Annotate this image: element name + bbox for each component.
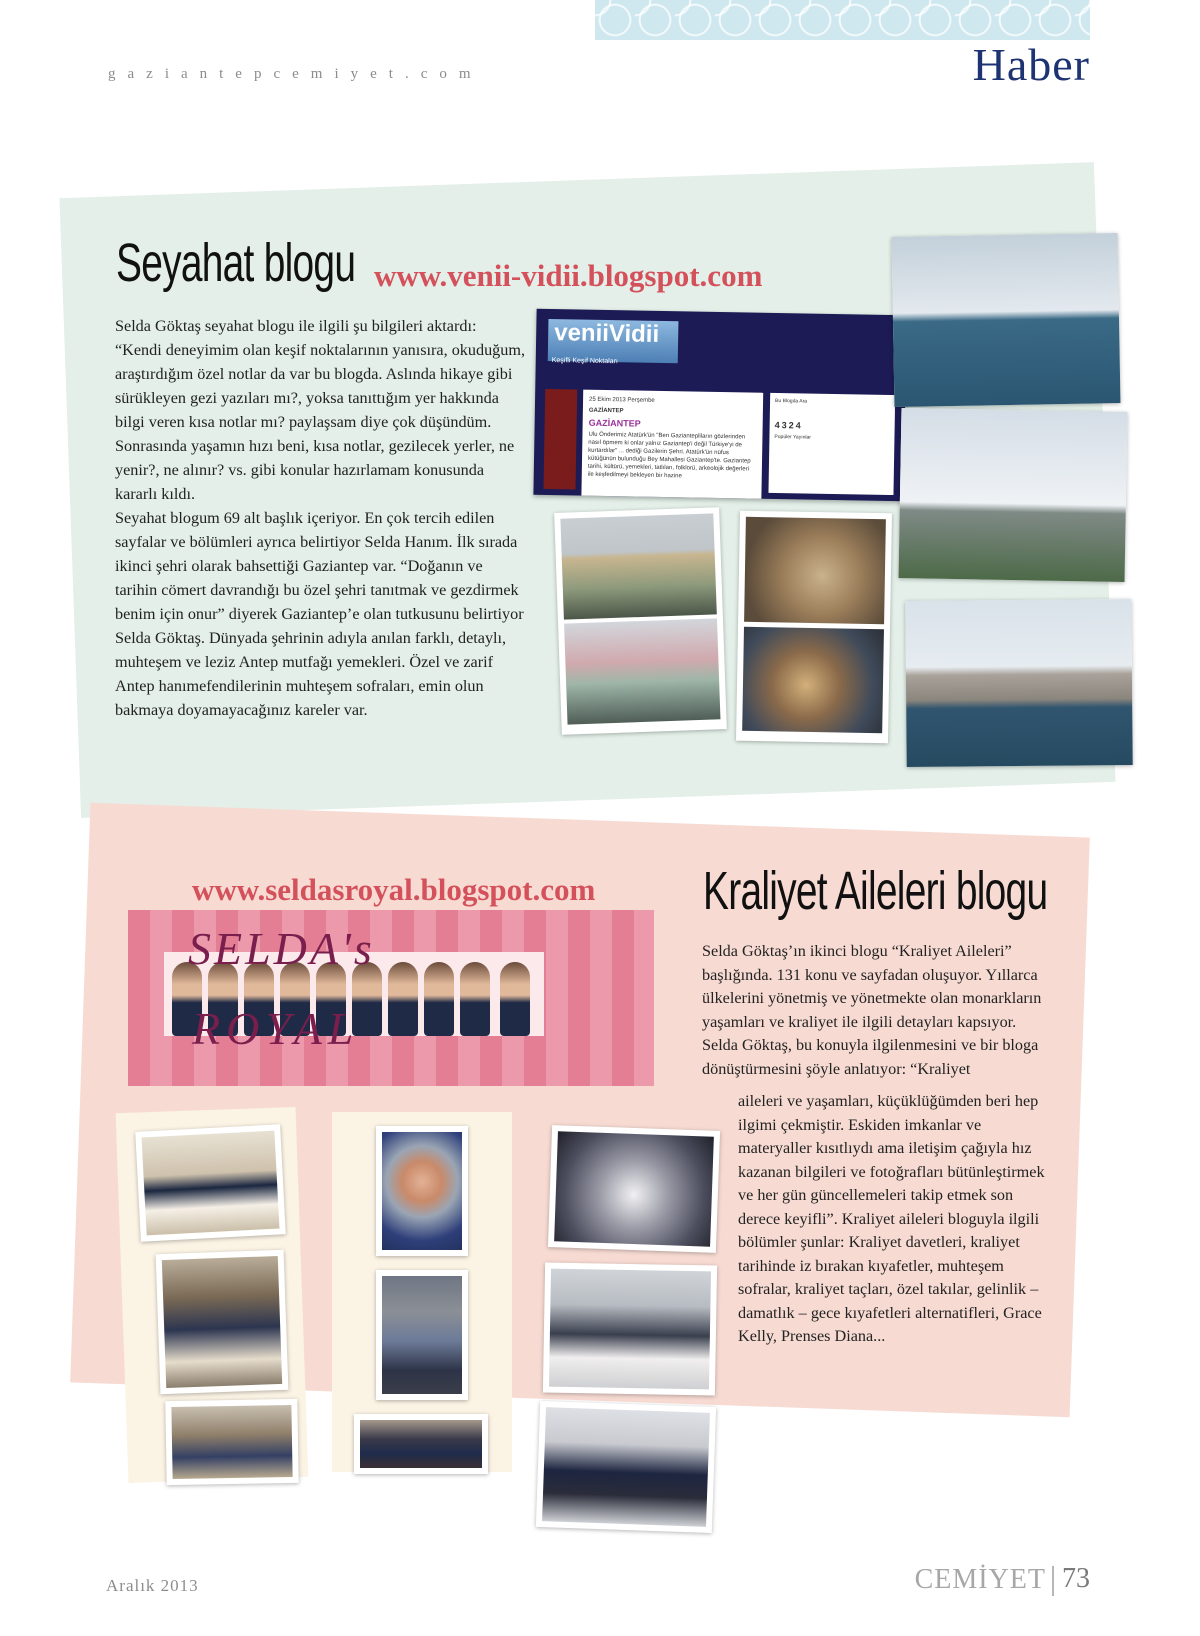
post-text: Ulu Önderimiz Atatürk'ün "Ben Gaziantepliların gözlerinden nasıl öpmem ki onlar yalnız Gaziantep'i değil Türkiye'yi de kurtardılar" ... dediği Gazilerin Şehri. Atatürk'ün nüfus kütüğünün bulunduğu Bey Mahallesi Gaziantep'te. Gaziantep tarihi, kültürü, yemekleri, tatlıları, folklorü, arkeolojik değerleri ile keşfedilmeyi bekleyen bir hazine: [587, 431, 751, 480]
travel-paragraph: Seyahat blogum 69 alt başlık içeriyor. En çok tercih edilen sayfalar ve bölümleri ayrıca belirtiyor Selda Hanım. İlk sırada ikinci şehri olarak bahsettiği Gaziantep var. “Doğanın ve tarihin cömert davrandığı bu özel şehri tanıtmak ve gezdirmek benim için onur” diyerek Gaziantep’e olan tutkusunu belirtiyor Selda Göktaş. Dünyada şehrinin adıyla anılan farklı, detaylı, muhteşem ve leziz Antep mutfağı yemekleri. Özel ve zarif Antep hanımefendilerinin muhteşem sofraları, emin olun bakmaya doyamayacağınız kareler var.: [115, 509, 524, 719]
image-sea: [892, 233, 1121, 407]
image-street: [560, 513, 716, 619]
image-queen: [382, 1132, 462, 1250]
photo-queen: [376, 1126, 468, 1256]
decorative-pattern-strip: [595, 0, 1090, 40]
popular-label: Popüler Yayınlar: [774, 433, 812, 441]
image-mosque: [899, 408, 1128, 582]
blog-logo: veniiVidii: [548, 319, 679, 363]
photo-royal-couple: [376, 1270, 468, 1400]
photo-royal-group: [165, 1399, 298, 1485]
travel-blog-title: Seyahat blogu: [116, 233, 356, 293]
image-galata-tower: [905, 599, 1132, 767]
photo-craft-collage: [736, 511, 892, 744]
search-label: Bu Blogda Ara: [775, 397, 808, 405]
photo-royal-dinner: [548, 1125, 720, 1253]
royal-blog-banner: [128, 910, 654, 1086]
magazine-brand: CEMİYET: [914, 1564, 1046, 1595]
photo-street-collage: [554, 507, 727, 735]
travel-blog-body: [115, 314, 525, 722]
banner-title-line1: SELDA's: [188, 923, 375, 974]
royal-blog-url: www.seldasroyal.blogspot.com: [192, 872, 596, 907]
page-number: 73: [1062, 1563, 1090, 1594]
image-royal-family: [171, 1405, 292, 1479]
travel-blog-screenshot: [533, 309, 906, 501]
image-royal-lineup: [360, 1420, 482, 1468]
royal-blog-title: Kraliyet Aileleri blogu: [703, 861, 1048, 921]
royal-blog-quote: aileleri ve yaşamları, küçüklüğümden beri hep ilgimi çekmiştir. Eskiden imkanlar ve materyaller kısıtlıydı ama iletişim çağıyla hız kazanan bilgileri ve fotoğrafları bütünleştirmek ve her gün güncellemeleri takip etmek son derece keyifli”. Kraliyet aileleri bloguyla ilgili bölümler şunlar: Kraliyet davetleri, kraliyet tarihinde iz bırakan kıyafetler, muhteşem sofralar, kraliyet taçları, özel takılar, gelinlik – damatlık – gece kıyafetleri alternatifleri, Grace Kelly, Prenses Diana...: [738, 1092, 1045, 1345]
image-royal-couple: [382, 1276, 462, 1394]
image-canal: [564, 618, 720, 724]
banner-portrait: [388, 962, 418, 1036]
photo-royal-lineup: [354, 1414, 488, 1474]
travel-blog-url: www.venii-vidii.blogspot.com: [374, 258, 763, 293]
image-royal-family-group: [542, 1407, 710, 1527]
photo-royal-portrait: [156, 1250, 289, 1394]
image-copper-craft: [742, 626, 884, 733]
photo-royal-family-group: [536, 1401, 716, 1533]
issue-date: Aralık 2013: [106, 1576, 199, 1595]
post-date: 25 Ekim 2013 Perşembe: [589, 396, 655, 404]
image-wedding: [549, 1269, 711, 1390]
banner-portrait: [500, 962, 530, 1036]
image-royal-family: [142, 1131, 280, 1236]
footer-divider: [1052, 1566, 1054, 1596]
post-heading: GAZİANTEP: [588, 407, 624, 415]
photo-mosque: [899, 408, 1128, 582]
banner-portrait: [424, 962, 454, 1036]
section-title: Haber: [972, 39, 1090, 90]
image-royal-family: [162, 1256, 282, 1388]
photo-galata: [905, 599, 1132, 767]
photo-ferry-bosphorus: [892, 233, 1121, 407]
travel-paragraph: Selda Göktaş seyahat blogu ile ilgili şu bilgileri aktardı: “Kendi deneyimim olan keşif noktalarının yanısıra, okuduğum, araştırdığım özel notlar da var bu blogda. Aslında hikaye gibi sürükleyen gezi yazıları mı?, yoksa tanıttığım yer hakkında bilgi veren kısa notlar mı? paylaşsam diye çok düşündüm. Sonrasında yaşamın hızı beni, kısa notlar, gezilecek yerler, ne yenir?, ne alınır? vs. gibi konular hazırlamam konusunda kararlı kıldı.: [115, 317, 525, 503]
banner-portrait: [460, 962, 490, 1036]
blog-tagline: Keşifli Keşif Noktaları: [551, 357, 618, 366]
blog-sidebar-thumbnails: [544, 389, 578, 490]
royal-blog-intro: Selda Göktaş’ın ikinci blogu “Kraliyet Aileleri” başlığında. 131 konu ve sayfadan oluşuyor. Yıllarca ülkelerini yönetmiş ve yönetmekte olan monarkların yaşamları ve kraliyet ile ilgili detayları kapsıyor. Selda Göktaş, bu konuyla ilgilenmesini ve bir bloga dönüştürmesini şöyle anlatıyor: “Kraliyet: [702, 942, 1042, 1078]
blog-right-sidebar: [768, 393, 895, 495]
photo-royal-christening: [135, 1124, 286, 1241]
visit-counter: 4324: [774, 419, 803, 431]
blog-post-preview: [581, 390, 763, 502]
banner-title-line2: ROYAL: [192, 1003, 360, 1054]
post-title: GAZİANTEP: [588, 417, 641, 429]
image-baklava: [744, 517, 886, 624]
site-url: gaziantepcemiyet.com: [108, 66, 483, 82]
photo-royal-wedding: [543, 1263, 717, 1396]
image-banquet: [554, 1131, 714, 1246]
